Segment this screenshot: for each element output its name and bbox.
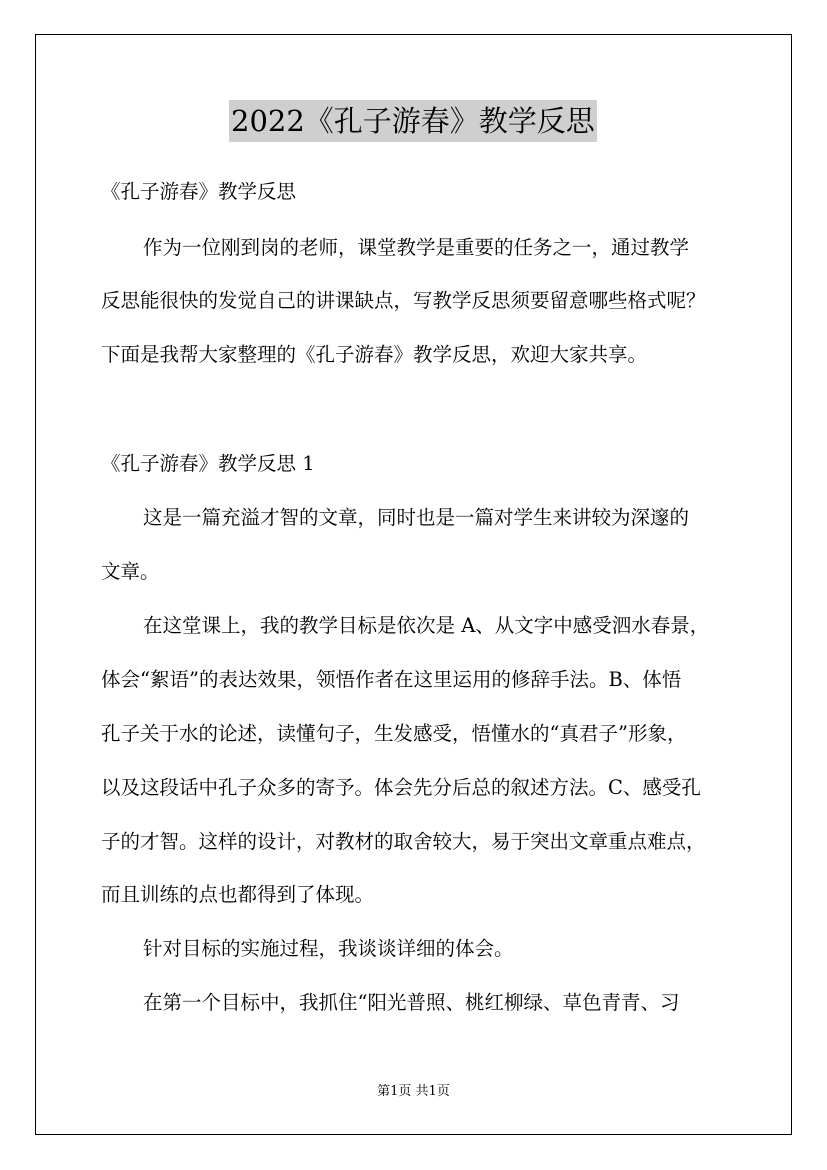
paragraph-line: 体会“絮语”的表达效果，领悟作者在这里运用的修辞手法。B、体悟 (101, 668, 682, 691)
document-title: 2022《孔子游春》教学反思 (229, 100, 597, 142)
section-heading: 《孔子游春》教学反思 1 (101, 452, 315, 475)
paragraph-line: 文章。 (101, 560, 160, 583)
section-heading: 《孔子游春》教学反思 (101, 180, 297, 203)
paragraph-line: 下面是我帮大家整理的《孔子游春》教学反思，欢迎大家共享。 (101, 343, 648, 366)
paragraph-line: 而且训练的点也都得到了体现。 (101, 883, 375, 906)
paragraph-line: 作为一位刚到岗的老师，课堂教学是重要的任务之一，通过教学 (143, 236, 690, 259)
paragraph-line: 在这堂课上，我的教学目标是依次是 A、从文字中感受泗水春景， (143, 614, 710, 637)
paragraph-line: 以及这段话中孔子众多的寄予。体会先分后总的叙述方法。C、感受孔 (101, 776, 701, 799)
paragraph-line: 针对目标的实施过程，我谈谈详细的体会。 (143, 937, 514, 960)
paragraph-line: 这是一篇充溢才智的文章，同时也是一篇对学生来讲较为深邃的 (143, 506, 690, 529)
paragraph-line: 反思能很快的发觉自己的讲课缺点，写教学反思须要留意哪些格式呢？ (101, 289, 706, 312)
paragraph-line: 在第一个目标中，我抓住“阳光普照、桃红柳绿、草色青青、习 (143, 991, 680, 1014)
paragraph-line: 子的才智。这样的设计，对教材的取舍较大，易于突出文章重点难点， (101, 830, 706, 853)
page-footer: 第1页 共1页 (377, 1084, 450, 1099)
paragraph-line: 孔子关于水的论述，读懂句子，生发感受，悟懂水的“真君子”形象， (101, 722, 687, 745)
